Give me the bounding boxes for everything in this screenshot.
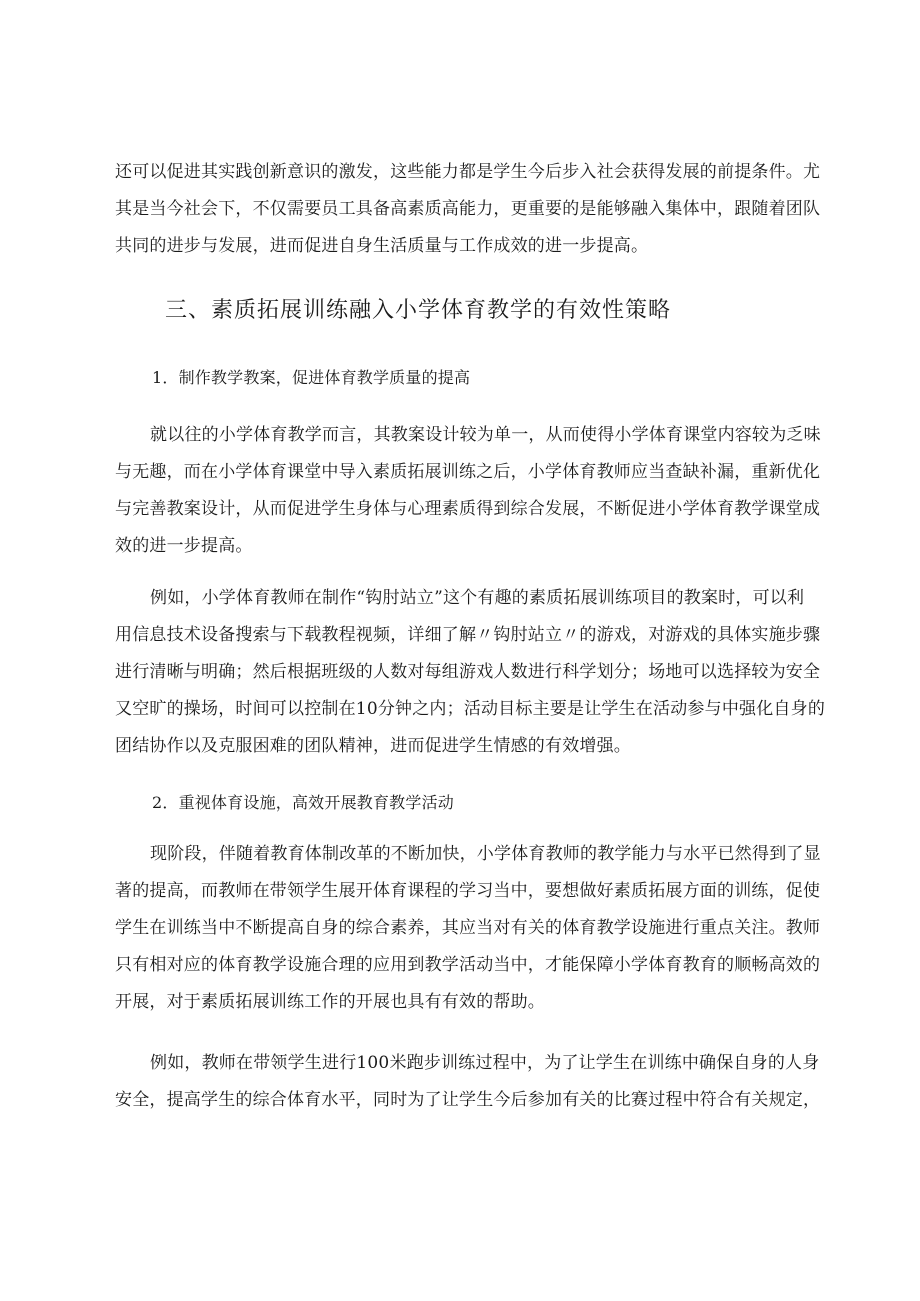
text-line: 开展，对于素质拓展训练工作的开展也具有有效的帮助。 <box>115 992 545 1012</box>
text-line: 进行清晰与明确；然后根据班级的人数对每组游戏人数进行科学划分；场地可以选择较为安全 <box>115 662 821 682</box>
text-line: 与无趣，而在小学体育课堂中导入素质拓展训练之后，小学体育教师应当查缺补漏，重新优化 <box>115 462 821 482</box>
text-line: 现阶段，伴随着教育体制改革的不断加快，小学体育教师的教学能力与水平已然得到了显 <box>150 844 821 864</box>
text-line: 效的进一步提高。 <box>115 536 253 556</box>
section-title: 三、素质拓展训练融入小学体育教学的有效性策略 <box>165 298 672 323</box>
text-line: 例如，教师在带领学生进行100米跑步训练过程中，为了让学生在训练中确保自身的人身 <box>150 1053 820 1073</box>
text-line: 与完善教案设计，从而促进学生身体与心理素质得到综合发展，不断促进小学体育教学课堂成 <box>115 499 821 519</box>
text-line: 安全，提高学生的综合体育水平，同时为了让学生今后参加有关的比赛过程中符合有关规定， <box>115 1090 821 1110</box>
text-line: 又空旷的操场，时间可以控制在10分钟之内；活动目标主要是让学生在活动参与中强化自身的 <box>115 699 826 719</box>
text-line: 其是当今社会下，不仅需要员工具备高素质高能力，更重要的是能够融入集体中，跟随着团队 <box>115 199 821 219</box>
subsection-title-2: 2．重视体育设施，高效开展教育教学活动 <box>152 793 454 812</box>
text-line: 只有相对应的体育教学设施合理的应用到教学活动当中，才能保障小学体育教育的顺畅高效的 <box>115 955 821 975</box>
text-line: 还可以促进其实践创新意识的激发，这些能力都是学生今后步入社会获得发展的前提条件。尤 <box>115 162 821 182</box>
text-line: 用信息技术设备搜索与下载教程视频，详细了解〃钩肘站立〃的游戏，对游戏的具体实施步骤 <box>115 625 821 645</box>
text-line: 共同的进步与发展，进而促进自身生活质量与工作成效的进一步提高。 <box>115 236 649 256</box>
subsection-title-1: 1．制作教学教案，促进体育教学质量的提高 <box>152 368 471 387</box>
text-line: 例如，小学体育教师在制作“钩肘站立”这个有趣的素质拓展训练项目的教案时，可以利 <box>150 588 805 608</box>
text-line: 团结协作以及克服困难的团队精神，进而促进学生情感的有效增强。 <box>115 736 631 756</box>
text-line: 就以往的小学体育教学而言，其教案设计较为单一，从而使得小学体育课堂内容较为乏味 <box>150 425 821 445</box>
text-line: 著的提高，而教师在带领学生展开体育课程的学习当中，要想做好素质拓展方面的训练，促使 <box>115 881 821 901</box>
text-line: 学生在训练当中不断提高自身的综合素养，其应当对有关的体育教学设施进行重点关注。教师 <box>115 918 821 938</box>
